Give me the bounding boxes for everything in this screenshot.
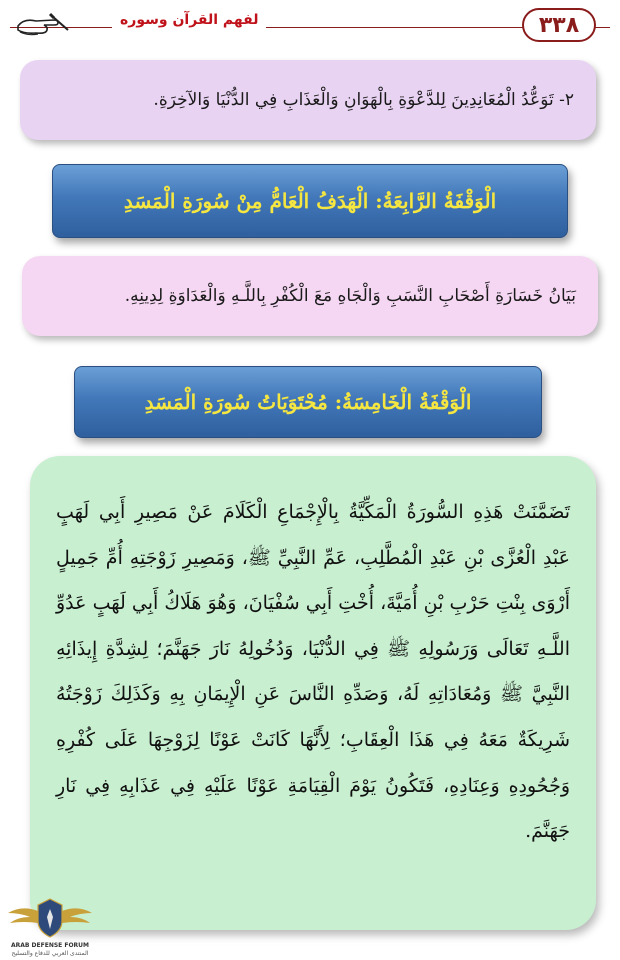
- writing-hand-icon: [14, 12, 72, 38]
- page-number: ٣٣٨: [522, 8, 596, 42]
- point-2-box: [20, 60, 596, 140]
- fourth-pause-banner: [52, 164, 568, 238]
- surah-contents-box: [30, 456, 596, 930]
- watermark-line1: ARAB DEFENSE FORUM: [10, 942, 90, 949]
- fifth-pause-heading: الْوَقْفَةُ الْخَامِسَةُ: مُحْتَوَيَاتُ سُورَةِ الْمَسَدِ: [144, 390, 472, 414]
- forum-watermark-logo: [4, 895, 96, 957]
- header-rule: [10, 27, 610, 28]
- surah-goal-box: [22, 256, 598, 336]
- point-2-text: ٢- تَوَعُّدُ الْمُعَانِدِينَ لِلدَّعْوَةِ بِالْهَوَانِ وَالْعَذَابِ فِي الدُّنْيَا وَالآخِرَةِ.: [153, 90, 574, 110]
- fifth-pause-banner: [74, 366, 542, 438]
- book-title: لفهم القرآن وسوره: [112, 12, 266, 28]
- fourth-pause-heading: الْوَقْفَةُ الرَّابِعَةُ: الْهَدَفُ الْعَامُّ مِنْ سُورَةِ الْمَسَدِ: [123, 189, 497, 213]
- surah-goal-text: بَيَانُ خَسَارَةِ أَصْحَابِ النَّسَبِ وَالْجَاهِ مَعَ الْكُفْرِ بِاللَّـهِ وَالْعَدَاوَةِ لِدِينِهِ.: [124, 286, 576, 306]
- watermark-line2: المنتدى العربي للدفاع والتسليح: [11, 950, 89, 957]
- surah-contents-text: تَضَمَّنَتْ هَذِهِ السُّورَةُ الْمَكِّيَّةُ بِالْإِجْمَاعِ الْكَلَامَ عَنْ مَصِيرِ أَبِي لَهَبٍ عَبْدِ الْعُزَّى بْنِ عَبْدِ الْمُطَّلِبِ، عَمِّ النَّبِيِّ ﷺ، وَمَصِيرِ زَوْجَتِهِ أُمِّ جَمِيلٍ أَرْوَى بِنْتِ حَرْبِ بْنِ أُمَيَّةَ، أُخْتِ أَبِي سُفْيَانَ، وَهُوَ هَلَاكُ أَبِي لَهَبٍ عَدُوِّ اللَّـهِ تَعَالَى وَرَسُولِهِ ﷺ فِي الدُّنْيَا، وَدُخُولِهُ نَارَ جَهَنَّمَ؛ لِشِدَّةِ إِيذَائِهِ النَّبِيَّ ﷺ وَمُعَادَاتِهِ لَهُ، وَصَدِّهِ النَّاسَ عَنِ الْإِيمَانِ بِهِ وَكَذَلِكَ زَوْجَتُهُ شَرِيكَةٌ مَعَهُ فِي هَذَا الْعِقَابِ؛ لِأَنَّهَا كَانَتْ عَوْنًا لِزَوْجِهَا عَلَى كُفْرِهِ وَجُحُودِهِ وَعِنَادِهِ، فَتَكُونُ يَوْمَ الْقِيَامَةِ عَوْنًا عَلَيْهِ فِي عَذَابِهِ فِي نَارِ جَهَنَّمَ.: [56, 501, 570, 843]
